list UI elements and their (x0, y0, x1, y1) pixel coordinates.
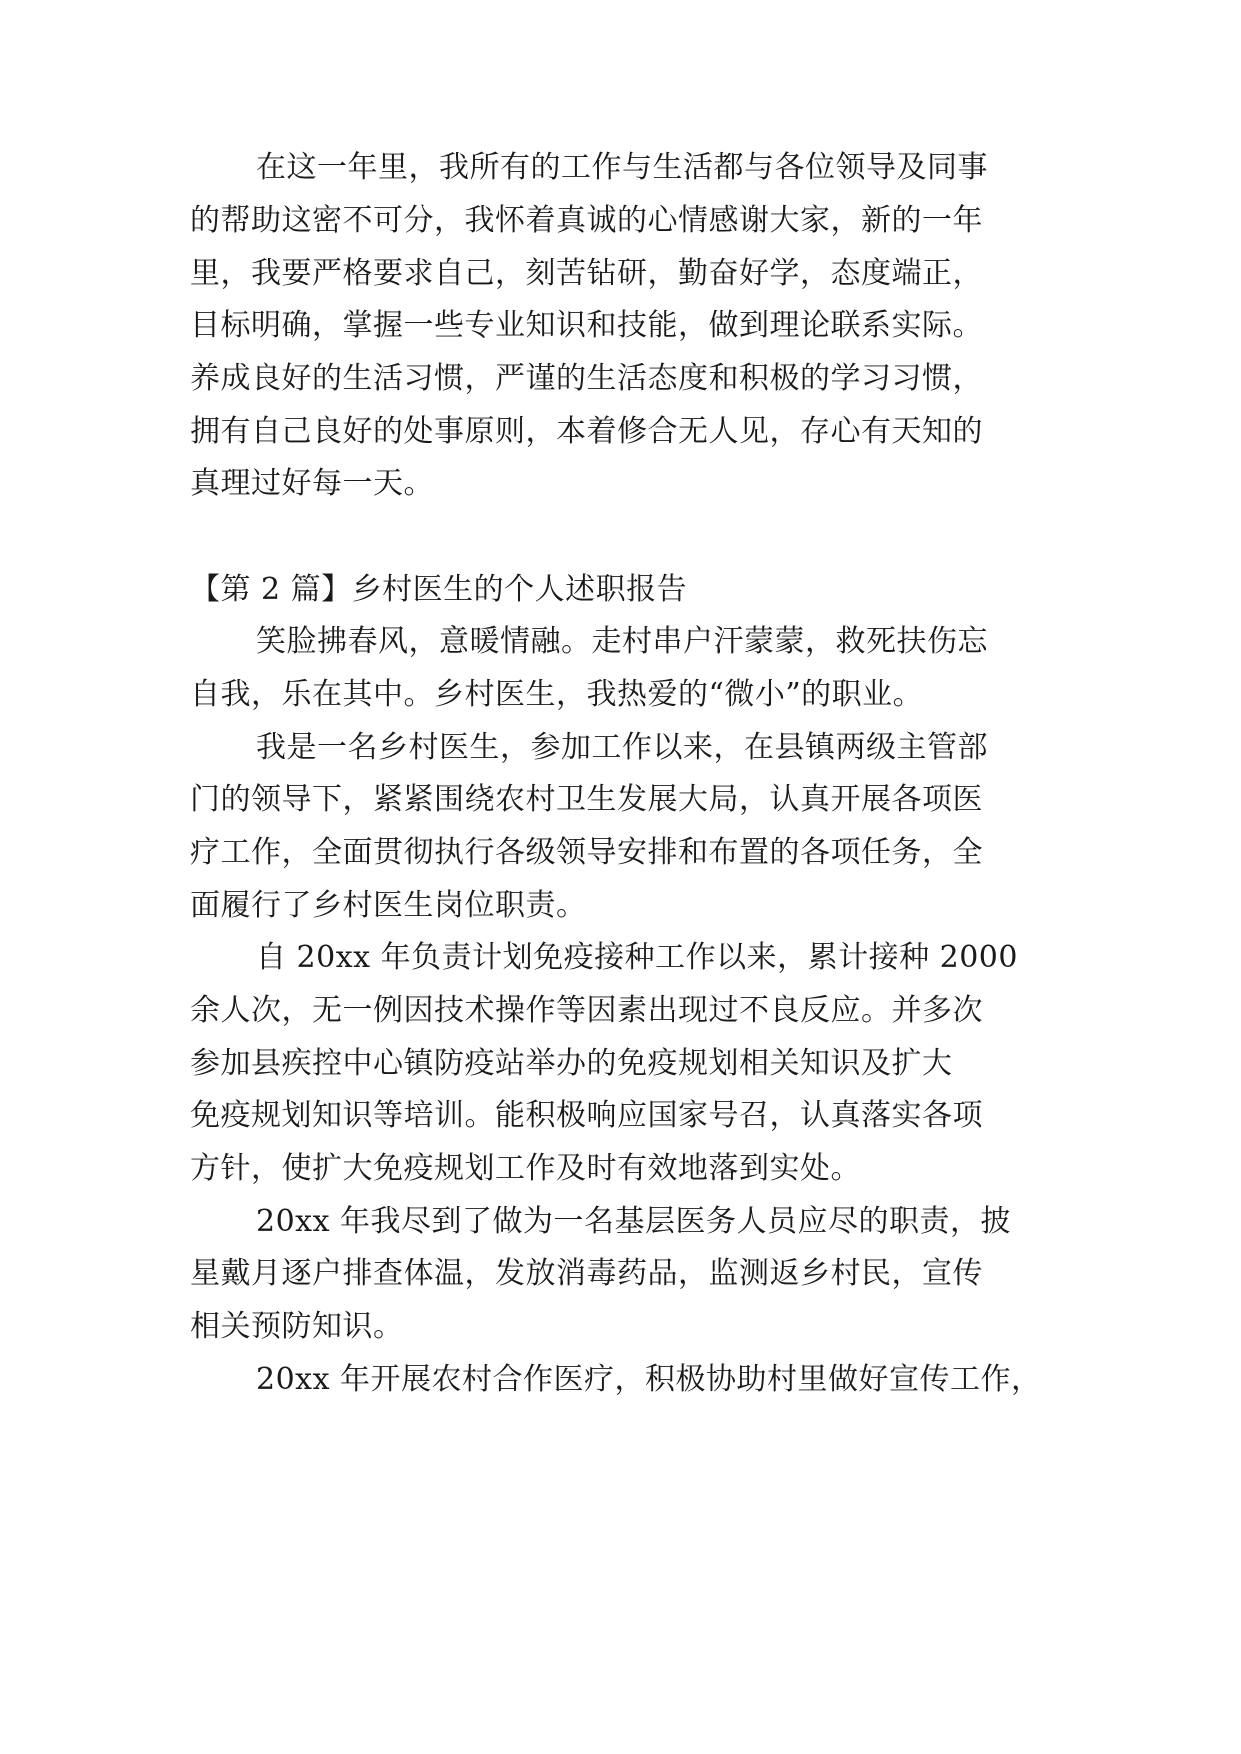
paragraph-4-line-2: 余人次，无一例因技术操作等因素出现过不良反应。并多次 (190, 993, 983, 1028)
paragraph-5-line-1: 20xx 年我尽到了做为一名基层医务人员应尽的职责，披 (256, 1204, 1012, 1239)
paragraph-1-line-4: 目标明确，掌握一些专业知识和技能，做到理论联系实际。 (190, 308, 983, 343)
paragraph-5-line-3: 相关预防知识。 (190, 1309, 404, 1344)
paragraph-4-line-1: 自 20xx 年负责计划免疫接种工作以来，累计接种 2000 (256, 940, 1018, 975)
paragraph-3-line-4: 面履行了乡村医生岗位职责。 (190, 888, 587, 923)
paragraph-3-line-3: 疗工作，全面贯彻执行各级领导安排和布置的各项任务，全 (190, 835, 983, 870)
paragraph-2-line-2: 自我，乐在其中。乡村医生，我热爱的“微小”的职业。 (190, 677, 924, 712)
paragraph-3-line-1: 我是一名乡村医生，参加工作以来，在县镇两级主管部 (256, 730, 988, 765)
paragraph-1-line-1: 在这一年里，我所有的工作与生活都与各位领导及同事 (256, 150, 988, 185)
section-heading: 【第 2 篇】乡村医生的个人述职报告 (190, 572, 688, 607)
paragraph-4-line-4: 免疫规划知识等培训。能积极响应国家号召，认真落实各项 (190, 1098, 983, 1133)
paragraph-1-line-2: 的帮助这密不可分，我怀着真诚的心情感谢大家，新的一年 (190, 203, 983, 238)
paragraph-3-line-2: 门的领导下，紧紧围绕农村卫生发展大局，认真开展各项医 (190, 782, 983, 817)
paragraph-4-line-5: 方针，使扩大免疫规划工作及时有效地落到实处。 (190, 1151, 861, 1186)
paragraph-5-line-2: 星戴月逐户排查体温，发放消毒药品，监测返乡村民，宣传 (190, 1256, 983, 1291)
paragraph-1-line-7: 真理过好每一天。 (190, 466, 434, 501)
paragraph-1-line-5: 养成良好的生活习惯，严谨的生活态度和积极的学习习惯， (190, 361, 983, 396)
paragraph-1-line-6: 拥有自己良好的处事原则，本着修合无人见，存心有天知的 (190, 414, 983, 449)
paragraph-6-line-1: 20xx 年开展农村合作医疗，积极协助村里做好宣传工作， (256, 1362, 1042, 1397)
paragraph-2-line-1: 笑脸拂春风，意暖情融。走村串户汗蒙蒙，救死扶伤忘 (256, 624, 988, 659)
paragraph-1-line-3: 里，我要严格要求自己，刻苦钻研，勤奋好学，态度端正， (190, 256, 983, 291)
paragraph-4-line-3: 参加县疾控中心镇防疫站举办的免疫规划相关知识及扩大 (190, 1046, 953, 1081)
